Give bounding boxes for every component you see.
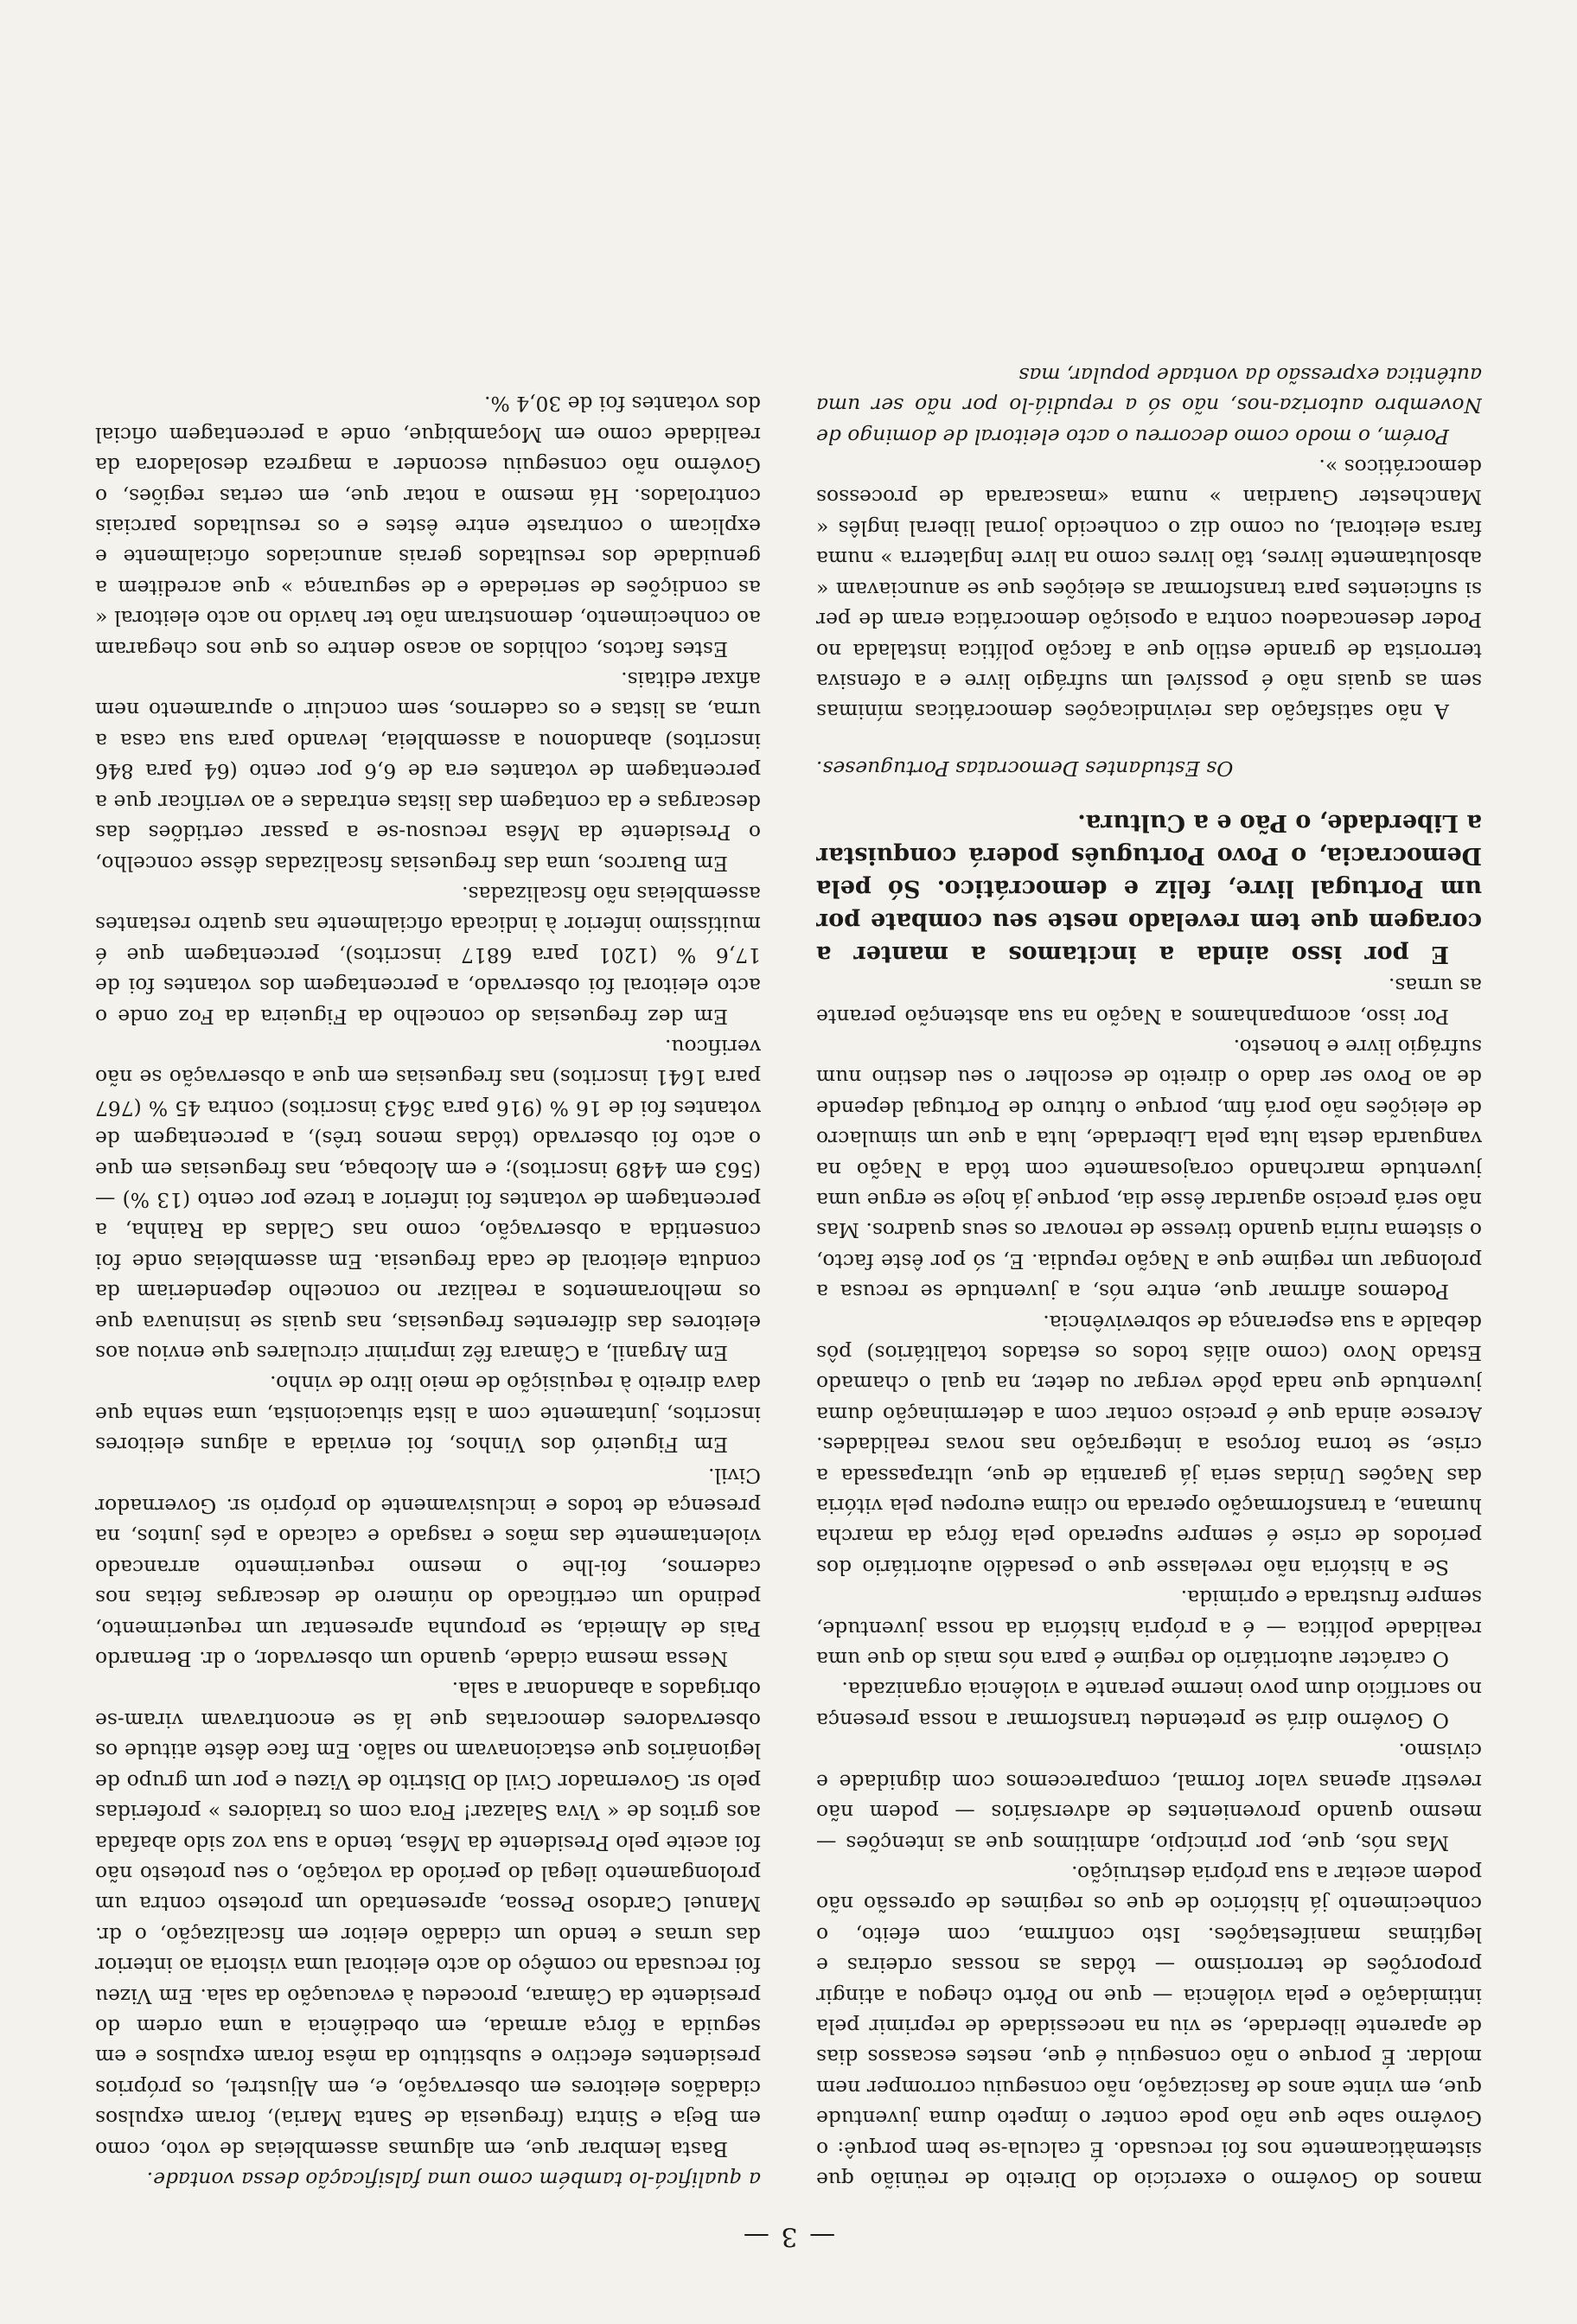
paragraph: Em Buarcos, uma das freguesias fiscalizadas dêsse concelho, o Presidente da Mêsa recusou-se a passar certidões das descargas e da contagem das listas entradas e ao verificar que a percentagem de votantes era de 6,6 por cento (64 para 846 inscritos) abandonou a assembleia, levando para sua casa a urna, as listas e os cadernos, sem concluir o apuramento nem afixar editais.: [95, 667, 761, 876]
paragraph: Basta lembrar que, em algumas assembleias de voto, como em Beja e Sintra (freguesia de Santa Maria), foram expulsos cidadãos eleitores em observação, e, em Aljustrel, os próprios presidentes efectivo e substituto da mêsa foram expulsos e em seguida a fôrça armada, em obediência a uma ordem do presidente da Câmara, procedeu à evacuação da sala. Em Vizeu foi recusada no comêço do acto eleitoral uma vistoria ao interior das urnas e tendo um cidadão eleitor em fiscalização, o dr. Manuel Cardoso Pessoa, apresentado um protesto contra um prolongamento ilegal do período da votação, o seu protesto não foi aceite pelo Presidente da Mêsa, tendo a sua voz sido abafada aos gritos de « Viva Salazar! Fora com os traidores » proferidas pelo sr. Governador Civil do Distrito de Vizeu e por um grupo de legionários que estacionavam no salão. Em face dêste atitude os observadores democratas que lá se encontravam viram-se obrigados a abandonar a sala.: [95, 1677, 761, 2161]
paragraph: Nessa mesma cidade, quando um observador, o dr. Bernardo Pais de Almeida, se propunha apresentar um requerimento, pedindo um certificado do número de descargas feitas nos cadernos, foi-lhe o mesmo requerimento arrancado violentamente das mãos e rasgado e calcado a pés juntos, na presença de todos e inclusivamente do próprio sr. Governador Civil.: [95, 1463, 761, 1672]
paragraph: O carácter autoritário do regime é para nós mais do que uma realidade política — é a própria história da nossa juventude, sempre frustrada e oprimida.: [816, 1586, 1482, 1672]
page-number: — 3 —: [741, 2221, 836, 2251]
paragraph: Em Figueiró dos Vinhos, foi enviada a alguns eleitores inscritos, juntamente com a lista situacionista, uma senha que dava direito à requisição de meio litro de vinho.: [95, 1371, 761, 1458]
paragraph: O Govêrno dirá se pretendeu transformar a nossa presença no sacrifício dum povo inerme perante a violência organizada.: [816, 1677, 1482, 1733]
text-columns: [95, 85, 1482, 2194]
paragraph: Se a história não revelasse que o pesadêlo autoritário dos períodos de crise é sempre superado pela fôrça da marcha humana, a transformação operada no clima europeu pela vitória das Nações Unidas seria já garantia de que, ultrapassada a crise, se torna forçosa a integração nas novas realidades. Acresce ainda que é preciso contar com a determinação duma juventude que nada pôde vergar ou deter, na qual o chamado Estado Novo (como aliás todos os estados totalitários) pôs debalde a sua esperança de sobrevivência.: [816, 1310, 1482, 1580]
paragraph: manos do Govêrno o exercício do Direito de reünião que sistemàticamente nos foi recusado. É calcula-se bem porquê: o Govêrno sabe que não pode conter o ímpeto duma juventude que, em vinte anos de fascização, não conseguiu corromper nem moldar. É porque o não conseguiu é que, nestes escassos dias de aparente liberdade, se viu na necessidade de reprimir pela intimidação e pela violência — que no Pôrto chegou a atingir proporções de terrorismo — tôdas as nossas ordeiras e legítimas manifestações. Isto confirma, com efeito, o conhecimento já histórico de que os regimes de opressão não podem aceitar a sua própria destruição.: [816, 1861, 1482, 2192]
paragraph: Porém, o modo como decorreu o acto eleitoral de domingo de Novembro autoriza-nos, não só a repudiá-lo por não ser uma autêntica expressão da vontade popular, mas: [816, 362, 1482, 449]
paragraph: Em Arganil, a Câmara fêz imprimir circulares que enviou aos eleitores das diferentes freguesias, nas quais se insinuava que os melhoramentos a realizar no concelho dependeriam da conduta eleitoral de cada freguesia. Em assembleias onde foi consentida a observação, como nas Caldas da Rainha, a percentagem de votantes foi inferior a treze por cento (13 %) — (563 em 4489 inscritos); e em Alcobaça, nas freguesias em que o acto foi observado (tôdas menos três), a percentagem de votantes foi de 16 % (916 para 3643 inscritos) contra 45 % (767 para 1641 inscritos) nas freguesias em que a observação se não verificou.: [95, 1034, 761, 1366]
paragraph: Estes factos, colhidos ao acaso dentre os que nos chegaram ao conhecimento, demonstram não ter havido no acto eleitoral « as condições de seriedade e de segurança » que acreditem a genuidade dos resultados gerais anunciados oficialmente e explicam o contraste entre êstes e os resultados parciais controlados. Há mesmo a notar que, em certas regiões, o Govêrno não conseguiu esconder a magreza desoladora da realidade como em Moçambique, onde a percentagem oficial dos votantes foi de 30,4 %.: [95, 392, 761, 661]
closing-paragraph: E por isso ainda a incitamos a manter a coragem que tem revelado neste seu combate por um Portugal livre, feliz e democrático. Só pela Democracia, o Povo Português poderá conquistar a Liberdade, o Pão e a Cultura.: [816, 808, 1482, 967]
paragraph: Mas nós, que, por princípio, admitimos que as intenções — mesmo quando provenientes de adversários — podem não revestir apenas valor formal, comparecemos com dignidade e civismo.: [816, 1739, 1482, 1855]
left-column: [816, 85, 1482, 2194]
paragraph: Por isso, acompanhamos a Nação na sua abstenção perante as urnas.: [816, 974, 1482, 1029]
signature: Os Estudantes Democratas Portugueses.: [816, 756, 1234, 781]
paragraph: a qualificá-lo também como uma falsificação dessa vontade.: [146, 2168, 761, 2192]
paragraph: A não satisfação das reivindicações democráticas mínimas sem as quais não é possível um sufrágio livre e a ofensiva terrorista de grande estilo que a facção política instalada no Poder desencadeou contra a oposição democrática eram de per si suficientes para transformar as eleições que se anunciavam « absolutamente livres, tão livres como na livre Inglaterra » numa farsa eleitoral, ou como diz o conhecido jornal liberal inglês « Manchester Guardian » numa «mascarada de processos democráticos ».: [816, 455, 1482, 725]
paragraph: Em dez freguesias do concelho da Figueira da Foz onde o acto eleitoral foi observado, a percentagem dos votantes foi de 17,6 % (1201 para 6817 inscritos), percentagem que é muitíssimo inferior à indicada oficialmente nas quatro restantes assembleias não fiscalizadas.: [95, 881, 761, 1029]
right-column: [95, 85, 761, 2194]
paragraph: Podemos afirmar que, entre nós, a juventude se recusa a prolongar um regime que a Nação repudia. E, só por êste facto, o sistema ruíria quando tivesse de renovar os seus quadros. Mas não será preciso aguardar êsse dia, porque já hoje se ergue uma juventude marchando corajosamente com tôda a Nação na vanguarda desta luta pela Liberdade, luta a que um simulacro de eleições não porá fim, porque o futuro de Portugal depende de ao Povo ser dado o direito de escolher o seu destino num sufrágio livre e honesto.: [816, 1034, 1482, 1305]
